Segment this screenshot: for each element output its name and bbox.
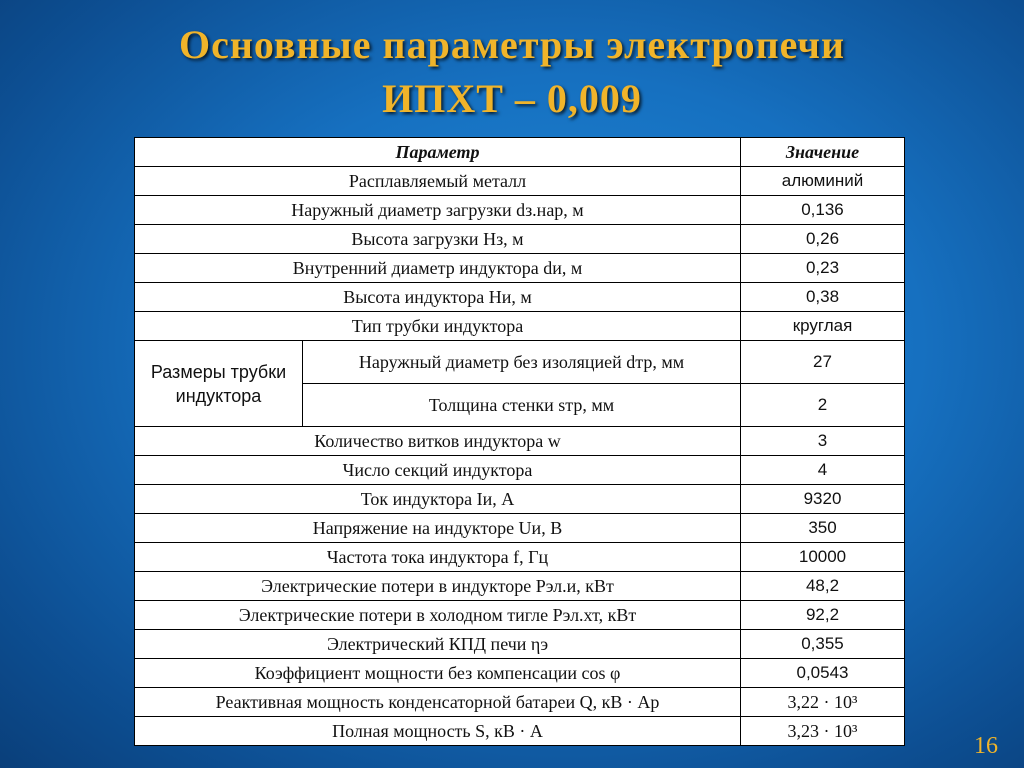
row-label: Тип трубки индуктора xyxy=(135,312,741,341)
row-label: Наружный диаметр без изоляцией dтр, мм xyxy=(303,341,741,384)
table-row xyxy=(135,630,905,659)
table-row xyxy=(135,312,905,341)
row-value: 3,22 · 10³ xyxy=(741,688,905,717)
row-label: Наружный диаметр загрузки dз.нар, м xyxy=(135,196,741,225)
row-label: Количество витков индуктора w xyxy=(135,427,741,456)
row-label: Внутренний диаметр индуктора dи, м xyxy=(135,254,741,283)
header-value: Значение xyxy=(741,138,905,167)
row-value: 9320 xyxy=(741,485,905,514)
table-row xyxy=(135,514,905,543)
row-label: Реактивная мощность конденсаторной батареи Q, кВ · Ар xyxy=(135,688,741,717)
table-row xyxy=(135,225,905,254)
row-value: 27 xyxy=(741,341,905,384)
table-row xyxy=(135,572,905,601)
row-value: 0,23 xyxy=(741,254,905,283)
header-parameter: Параметр xyxy=(135,138,741,167)
table-row xyxy=(135,283,905,312)
table-row xyxy=(135,688,905,717)
row-label: Частота тока индуктора f, Гц xyxy=(135,543,741,572)
table-row xyxy=(135,456,905,485)
table-header-row xyxy=(135,138,905,167)
table-row xyxy=(135,427,905,456)
row-value: 3 xyxy=(741,427,905,456)
row-label: Электрические потери в холодном тигле Pэл.хт, кВт xyxy=(135,601,741,630)
row-value: 4 xyxy=(741,456,905,485)
row-value: алюминий xyxy=(741,167,905,196)
table-row xyxy=(135,543,905,572)
row-value: 10000 xyxy=(741,543,905,572)
table-row xyxy=(135,717,905,746)
table-row xyxy=(135,167,905,196)
row-value: круглая xyxy=(741,312,905,341)
row-label: Полная мощность S, кВ · А xyxy=(135,717,741,746)
table-row xyxy=(135,659,905,688)
row-label: Электрические потери в индукторе Pэл.и, кВт xyxy=(135,572,741,601)
table-row xyxy=(135,601,905,630)
title-line-2: ИПХТ – 0,009 xyxy=(382,76,642,121)
table-row xyxy=(135,254,905,283)
row-label: Расплавляемый металл xyxy=(135,167,741,196)
row-label: Коэффициент мощности без компенсации cos φ xyxy=(135,659,741,688)
row-value: 3,23 · 10³ xyxy=(741,717,905,746)
row-value: 350 xyxy=(741,514,905,543)
row-value: 0,26 xyxy=(741,225,905,254)
row-label: Ток индуктора Iи, А xyxy=(135,485,741,514)
row-value: 0,355 xyxy=(741,630,905,659)
slide-title xyxy=(0,18,1024,126)
row-label: Высота индуктора Hи, м xyxy=(135,283,741,312)
row-value: 92,2 xyxy=(741,601,905,630)
row-label: Толщина стенки sтр, мм xyxy=(303,384,741,427)
row-value: 0,0543 xyxy=(741,659,905,688)
title-line-1: Основные параметры электропечи xyxy=(178,22,846,67)
group-label: Размеры трубки индуктора xyxy=(135,341,303,427)
page-number: 16 xyxy=(974,733,998,759)
row-value: 0,136 xyxy=(741,196,905,225)
row-label: Высота загрузки Hз, м xyxy=(135,225,741,254)
parameters-table xyxy=(134,137,904,746)
table-row xyxy=(135,196,905,225)
row-value: 0,38 xyxy=(741,283,905,312)
row-label: Напряжение на индукторе Uи, В xyxy=(135,514,741,543)
table-row xyxy=(135,485,905,514)
row-value: 48,2 xyxy=(741,572,905,601)
row-label: Число секций индуктора xyxy=(135,456,741,485)
table-row-group xyxy=(135,341,905,384)
row-value: 2 xyxy=(741,384,905,427)
row-label: Электрический КПД печи ηэ xyxy=(135,630,741,659)
